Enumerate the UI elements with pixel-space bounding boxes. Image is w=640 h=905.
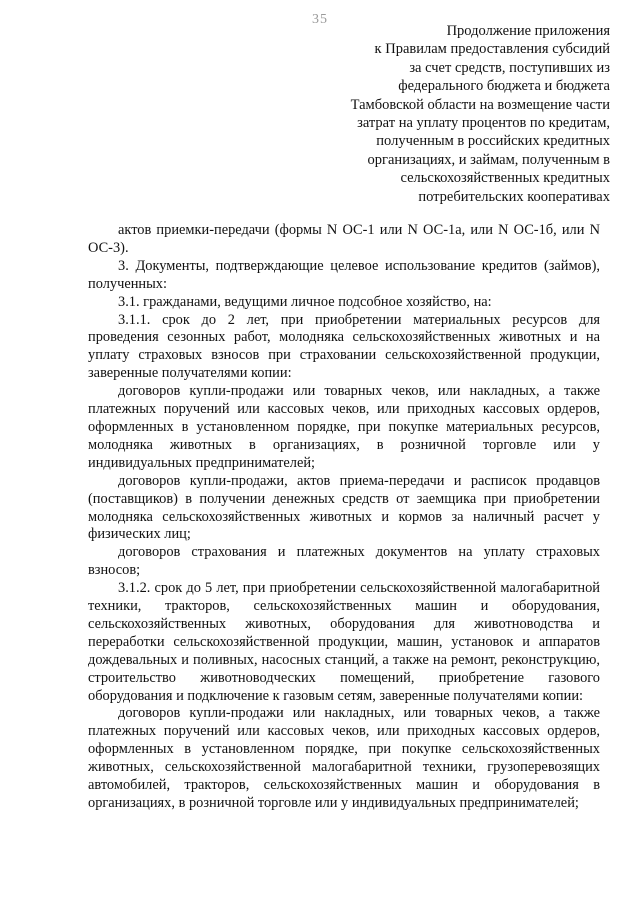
header-line: Продолжение приложения <box>446 23 610 39</box>
paragraph-purchase-documents: договоров купли-продажи или накладных, или товарных чеков, а также платежных поручений или кассовых чеков, или приходных кассовых ордеров, оформленных в установленном порядке, при покупке сельскохозяйственных животных, сельскохозяйственной малогабаритной техники, грузоперевозящих автомобилей, тракторов, сельскохозяйственных машин и оборудования в организациях, в розничной торговле или у индивидуальных предпринимателей; <box>88 705 600 811</box>
header-line: потребительских кооперативах <box>418 188 610 205</box>
document-body <box>88 222 600 813</box>
paragraph-continuation: актов приемки-передачи (формы N ОС-1 или N ОС-1а, или N ОС-1б, или N ОС-3). <box>88 222 600 256</box>
header-line: организациях, и займам, полученным в <box>367 151 610 168</box>
header-line: федерального бюджета и бюджета <box>398 78 610 95</box>
appendix-header <box>290 22 610 206</box>
paragraph-acceptance-acts: договоров купли-продажи, актов приема-передачи и расписок продавцов (поставщиков) в получении денежных средств от заемщика при приобретении молодняка сельскохозяйственных животных и кормов за наличный расчет у физических лиц; <box>88 472 600 543</box>
paragraph-insurance-contracts: договоров страхования и платежных документов на уплату страховых взносов; <box>88 544 600 579</box>
paragraph-section-3-1: 3.1. гражданами, ведущими личное подсобное хозяйство, на: <box>118 293 492 310</box>
header-line: за счет средств, поступивших из <box>409 59 610 76</box>
paragraph-sale-contracts: договоров купли-продажи или товарных чеков, или накладных, а также платежных поручений или кассовых чеков, или приходных кассовых ордеров, оформленных в установленном порядке, при покупке материальных ресурсов, молодняка животных в организациях, в розничной торговле или у индивидуальных предпринимателей; <box>88 383 600 471</box>
header-line: полученным в российских кредитных <box>376 133 610 150</box>
header-line: Тамбовской области на возмещение части <box>350 96 610 113</box>
header-line: к Правилам предоставления субсидий <box>374 41 610 58</box>
header-line: затрат на уплату процентов по кредитам, <box>357 115 610 132</box>
paragraph-section-3: 3. Документы, подтверждающие целевое использование кредитов (займов), полученных: <box>88 257 600 292</box>
paragraph-section-3-1-1: 3.1.1. срок до 2 лет, при приобретении материальных ресурсов для проведения сезонных работ, молодняка сельскохозяйственных животных и на уплату страховых взносов при страховании сельскохозяйственной продукции, заверенные получателями копии: <box>88 311 600 382</box>
paragraph-section-3-1-2: 3.1.2. срок до 5 лет, при приобретении сельскохозяйственной малогабаритной техники, тракторов, сельскохозяйственных машин и оборудования, сельскохозяйственных животных, оборудования для животноводства и переработки сельскохозяйственной продукции, машин, установок и аппаратов дождевальных и поливных, насосных станций, а также на ремонт, реконструкцию, строительство животноводческих помещений, приобретение газового оборудования и подключение к газовым сетям, заверенные получателями копии: <box>88 580 600 704</box>
header-line: сельскохозяйственных кредитных <box>400 170 610 187</box>
page-number: 35 <box>312 12 328 27</box>
